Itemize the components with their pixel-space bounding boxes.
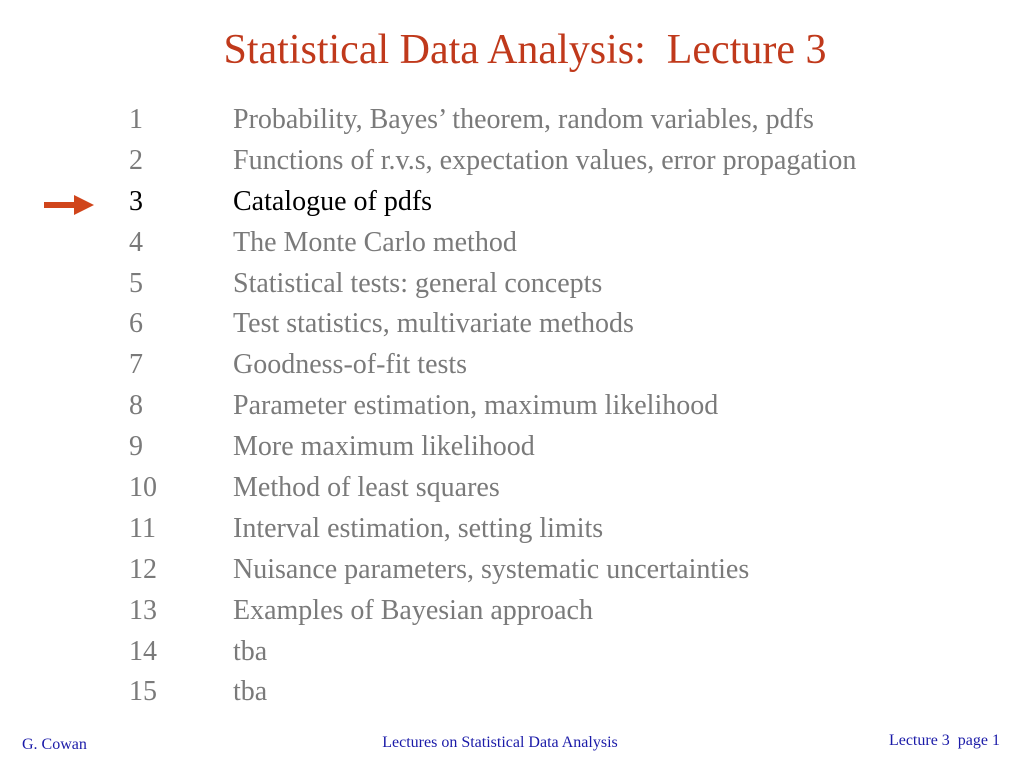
lecture-number: 6 xyxy=(129,308,143,340)
lecture-list xyxy=(129,100,856,713)
right-arrow-icon xyxy=(44,195,94,215)
lecture-item xyxy=(129,427,856,468)
slide-title: Statistical Data Analysis: Lecture 3 xyxy=(223,27,827,73)
lecture-item xyxy=(129,468,856,509)
lecture-number: 13 xyxy=(129,594,157,626)
lecture-number: 10 xyxy=(129,472,157,504)
lecture-item xyxy=(129,632,856,673)
lecture-topic: Goodness-of-fit tests xyxy=(233,349,468,381)
footer-course-title: Lectures on Statistical Data Analysis xyxy=(382,734,618,751)
lecture-number: 12 xyxy=(129,553,157,585)
lecture-item xyxy=(129,386,856,427)
lecture-number: 14 xyxy=(129,635,157,667)
lecture-topic: Parameter estimation, maximum likelihood xyxy=(233,390,719,422)
lecture-item xyxy=(129,672,856,713)
lecture-topic: Interval estimation, setting limits xyxy=(233,512,604,544)
lecture-number: 4 xyxy=(129,226,143,258)
lecture-topic: Method of least squares xyxy=(233,472,500,504)
lecture-number: 5 xyxy=(129,267,143,299)
lecture-topic: The Monte Carlo method xyxy=(233,226,517,258)
lecture-item xyxy=(129,223,856,264)
arrow-shaft xyxy=(44,202,76,208)
lecture-number: 8 xyxy=(129,390,143,422)
lecture-topic: Examples of Bayesian approach xyxy=(233,594,593,626)
lecture-topic: Functions of r.v.s, expectation values, error propagation xyxy=(233,144,857,176)
lecture-number: 11 xyxy=(129,512,156,544)
lecture-topic: More maximum likelihood xyxy=(233,431,535,463)
lecture-number: 2 xyxy=(129,144,143,176)
footer-author: G. Cowan xyxy=(22,736,87,753)
lecture-item xyxy=(129,141,856,182)
lecture-topic: Test statistics, multivariate methods xyxy=(233,308,634,340)
lecture-item xyxy=(129,591,856,632)
lecture-topic: tba xyxy=(233,635,268,667)
lecture-topic: tba xyxy=(233,676,268,708)
lecture-item xyxy=(129,182,856,223)
lecture-item xyxy=(129,100,856,141)
lecture-number: 1 xyxy=(129,104,143,135)
lecture-topic: Catalogue of pdfs xyxy=(233,185,433,217)
lecture-item xyxy=(129,550,856,591)
lecture-number: 3 xyxy=(129,185,143,217)
lecture-item xyxy=(129,264,856,305)
lecture-item xyxy=(129,304,856,345)
arrow-head xyxy=(74,195,94,215)
lecture-topic: Probability, Bayes’ theorem, random variables, pdfs xyxy=(233,104,814,135)
lecture-topic: Statistical tests: general concepts xyxy=(233,267,603,299)
lecture-topic: Nuisance parameters, systematic uncertainties xyxy=(233,553,750,585)
lecture-number: 15 xyxy=(129,676,157,708)
footer-page-number: Lecture 3 page 1 xyxy=(888,732,1000,749)
lecture-number: 7 xyxy=(129,349,143,381)
lecture-item xyxy=(129,345,856,386)
lecture-number: 9 xyxy=(129,431,143,463)
lecture-item xyxy=(129,509,856,550)
